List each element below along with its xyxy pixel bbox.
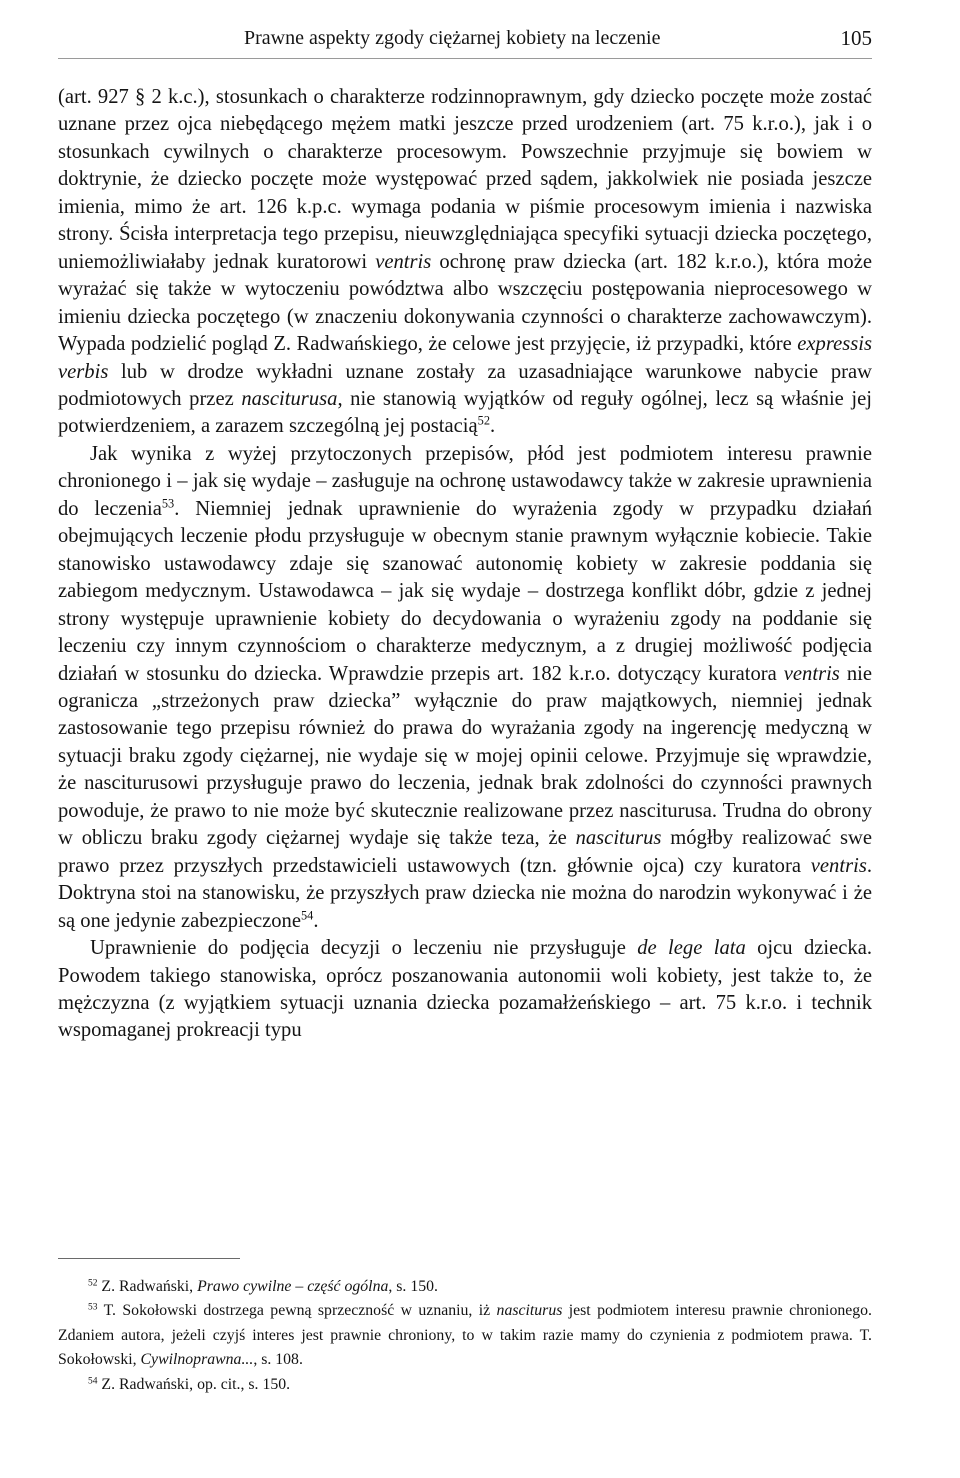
paragraph [58,84,872,441]
footnote-ref: 52 [477,414,491,429]
italic-term: ventris [810,854,867,877]
italic-term: Cywilnoprawna... [140,1351,254,1369]
text-run: . Doktryna stoi na stanowisku, że przyszłych praw dziecka nie można do narodzin wykonywać i że są one jedynie zabezpieczone [58,854,872,932]
text-run: . [490,415,496,438]
footnote [58,1373,872,1397]
footnote-ref: 52 [88,1278,98,1289]
text-run: Z. Radwański, op. cit., s. 150. [97,1375,291,1393]
text-run: (art. 927 § 2 k.c.), stosunkach o charakterze rodzinnoprawnym, gdy dziecko poczęte może zostać uznane przez ojca niebędącego mężem matki jeszcze przed urodzeniem (art. 75 k.r.o.), jak i o stosunkach cywilnych o charakterze procesowym. Powszechnie przyjmuje się bowiem w doktrynie, że dziecko poczęte może występować przed sądem, jakkolwiek nie posiada jeszcze imienia, mimo że art. 126 k.p.c. wymaga podania w piśmie procesowym imienia i nazwiska strony. Ścisła interpretacja tego przepisu, nieuwzględniająca specyfiki sytuacji dziecka poczętego, uniemożliwiałaby jednak kuratorowi [58,86,872,273]
italic-term: de lege lata [637,937,746,960]
italic-term: nasciturusa [241,387,338,410]
footnote-ref: 54 [88,1375,98,1386]
text-run: Z. Radwański, [97,1278,198,1295]
text-run: ojcu dziecka. Powodem takiego stanowiska, oprócz poszanowania autonomii woli kobiety, jest także to, że mężczyzna (z wyjątkiem sytuacji uznania dziecka pozamałżeńskiego – art. 75 k.r.o. i technik wspomaganej prokreacji typu [58,937,872,1042]
text-run: mógłby realizować swe prawo przez przyszłych przedstawicieli ustawowych (tzn. głównie ojca) czy kuratora [58,827,872,877]
italic-term: Prawo cywilne – część ogólna [197,1278,389,1295]
footnote [58,1299,872,1372]
page-number: 105 [840,26,872,50]
italic-term: ventris [783,662,840,685]
running-header [58,26,872,59]
text-run: ochronę praw dziecka (art. 182 k.r.o.), która może wyrażać się także w wytoczeniu powództwa albo wszczęciu postępowania nieprocesowego w imieniu dziecka poczętego (w znaczeniu dokonywania czynności o charakterze zachowawczym). Wypada podzielić pogląd Z. Radwańskiego, że celowe jest przyjęcie, iż przypadki, które [58,250,872,356]
text-run: . Niemniej jednak uprawnienie do wyrażenia zgody w przypadku działań obejmujących leczenie płodu przysługuje w obecnym stanie prawnym wyłącznie kobiecie. Takie stanowisko ustawodawcy zdaje się szanować autonomię kobiety w zakresie poddania się zabiegom medycznym. Ustawodawca – jak się wydaje – dostrzega konflikt dóbr, gdzie z jednej strony występuje uprawnienie kobiety do decydowania o wyrażeniu zgody na poddanie się leczeniu czy innym czynnościom o charakterze medycznym, a z drugiej możliwość podjęcia działań w stosunku do dziecka. Wprawdzie przepis art. 182 k.r.o. dotyczący kuratora [58,497,872,685]
text-run: T. Sokołowski dostrzega pewną sprzeczność w uznaniu, iż [97,1302,497,1320]
footnote-ref: 54 [300,908,314,923]
paragraph [58,935,872,1045]
text-run: Uprawnienie do podjęcia decyzji o leczeniu nie przysługuje [90,937,638,960]
body-text [58,84,872,1045]
text-run: . [313,909,319,932]
footnotes [58,1258,872,1397]
footnote [58,1275,872,1299]
text-run: , nie stanowią wyjątków od reguły ogólnej, lecz są właśnie jej potwierdzeniem, a zarazem szczególną jej postacią [58,387,872,438]
text-run: jest podmiotem interesu prawnie chronionego. Zdaniem autora, jeżeli czyjś interes jest prawnie chroniony, to w takim razie mamy do czynienia z podmiotem prawa. T. Sokołowski, [58,1302,873,1369]
text-run: Jak wynika z wyżej przytoczonych przepisów, płód jest podmiotem interesu prawnie chronionego i – jak się wydaje – zasługuje na ochronę ustawodawcy także w zakresie uprawnienia do leczenia [58,442,872,520]
footnote-ref: 53 [88,1302,98,1313]
text-run: , s. 108. [253,1351,303,1369]
italic-term: expressis verbis [58,333,872,383]
running-title: Prawne aspekty zgody ciężarnej kobiety na leczenie [244,27,661,49]
italic-term: ventris [375,250,432,273]
text-run: lub w drodze wykładni uznane zostały za uzasadniające warunkowe nabycie praw podmiotowych przez [58,360,872,410]
text-run: , s. 150. [388,1278,438,1295]
footnote-separator [58,1258,240,1259]
footnote-ref: 53 [161,496,175,511]
italic-term: nasciturus [496,1302,563,1320]
text-run: nie ogranicza „strzeżonych praw dziecka” wyłącznie do praw majątkowych, niemniej jednak zastosowanie tego przepisu również do prawa do wyrażania zgody na ingerencję medyczną w sytuacji braku zgody ciężarnej, nie wydaje się w mojej opinii celowe. Przyjmuje się wprawdzie, że nasciturusowi przysługuje prawo do leczenia, jednak brak zdolności do czynności prawnych powoduje, że prawo to nie może być skutecznie realizowane przez nasciturusa. Trudna do obrony w obliczu braku zgody ciężarnej wydaje się także teza, że [58,662,872,850]
paragraph [58,441,872,935]
italic-term: nasciturus [575,827,662,850]
